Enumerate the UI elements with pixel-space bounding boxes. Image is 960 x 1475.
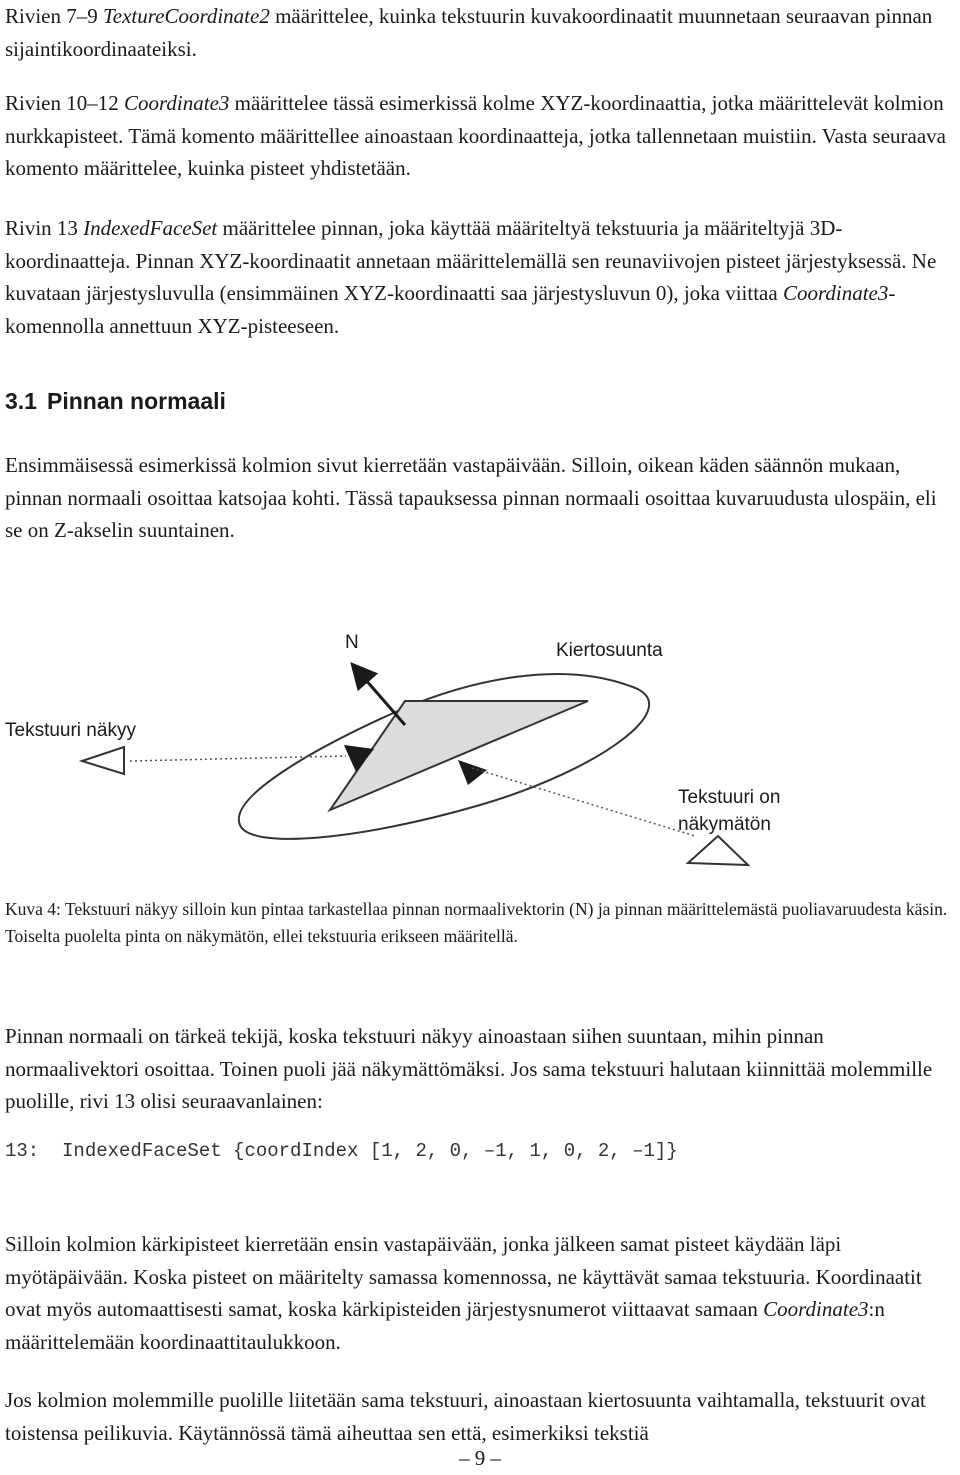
rotation-arrow-head <box>458 760 487 785</box>
sight-line-visible <box>130 756 346 761</box>
paragraph-normal-importance: Pinnan normaali on tärkeä tekijä, koska tekstuuri näkyy ainoastaan siihen suuntaan, mihin pinnan normaalivektori osoittaa. Toinen puoli jää näkymättömäksi. Jos sama tekstuuri halutaan kiinnittää molemmille puolille, rivi 13 olisi seuraavanlainen: <box>5 1024 933 1113</box>
invisible-label-line1: Tekstuuri on <box>678 787 781 808</box>
normal-label: N <box>345 632 359 653</box>
paragraph-vertex-order: Silloin kolmion kärkipisteet kierretään ensin vastapäivään, jonka jälkeen samat pisteet käydään läpi myötäpäivään. Koska pisteet on määritelty samassa komennossa, ne käyttävät samaa tekstuuria. Koordinaatit ovat myös automaattisesti samat, koska kärkipisteiden järjestysnumerot viittaavat samaan Coordinate3:n määrittelemään koordinaattitaulukkoon. <box>5 1232 922 1354</box>
normal-vector-arrow <box>352 664 405 725</box>
code-line: 13: IndexedFaceSet {coordIndex [1, 2, 0, –1, 1, 0, 2, –1]} <box>5 1140 678 1162</box>
surface-normal-figure <box>0 600 960 890</box>
invisible-label-line2: näkymätön <box>678 814 771 835</box>
viewer-eye-icon <box>82 747 124 774</box>
rotation-label: Kiertosuunta <box>556 640 663 661</box>
viewer-eye-icon <box>688 836 748 865</box>
figure-caption: Kuva 4: Tekstuuri näkyy silloin kun pintaa tarkastellaa pinnan normaalivektorin (N) ja pinnan määrittelemästä puoliavaruudesta käsin. Toiselta puolelta pinta on näkymätön, ellei tekstuuria erikseen määritellä. <box>5 899 948 946</box>
paragraph-coordinate3: Rivien 10–12 Coordinate3 määrittelee tässä esimerkissä kolme XYZ-koordinaattia, jotka määrittelevät kolmion nurkkapisteet. Tämä komento määrittellee ainoastaan koordinaatteja, jotka tallennetaan muistiin. Vasta seuraava komento määrittelee, kuinka pisteet yhdistetään. <box>5 91 946 180</box>
section-title: Pinnan normaali <box>46 388 226 414</box>
paragraph-indexed-face-set: Rivin 13 IndexedFaceSet määrittelee pinnan, joka käyttää määriteltyä tekstuuria ja määriteltyjä 3D-koordinaatteja. Pinnan XYZ-koordinaatit annetaan määrittelemällä sen reunaviivojen pisteet järjestyksessä. Ne kuvataan järjestysluvulla (ensimmäinen XYZ-koordinaatti saa järjestysluvun 0), joka viittaa Coordinate3-komennolla annettuun XYZ-pisteeseen. <box>5 216 937 338</box>
paragraph-normal-intro: Ensimmäisessä esimerkissä kolmion sivut kierretään vastapäivään. Silloin, oikean käden säännön mukaan, pinnan normaali osoittaa katsojaa kohti. Tässä tapauksessa pinnan normaali osoittaa kuvaruudusta ulospäin, eli se on Z-akselin suuntainen. <box>5 453 937 542</box>
visible-label: Tekstuuri näkyy <box>5 720 136 741</box>
page-number: – 9 – <box>459 1446 501 1470</box>
paragraph-mirror: Jos kolmion molemmille puolille liitetään sama tekstuuri, ainoastaan kiertosuunta vaihtamalla, tekstuurit ovat toistensa peilikuvia. Käytännössä tämä aiheuttaa sen että, esimerkiksi tekstiä <box>5 1388 926 1445</box>
section-heading <box>5 388 226 415</box>
sight-line-invisible <box>472 768 695 836</box>
paragraph-texture-coordinate: Rivien 7–9 TextureCoordinate2 määrittelee, kuinka tekstuurin kuvakoordinaatit muunnetaan seuraavan pinnan sijaintikoordinaateiksi. <box>5 4 933 61</box>
section-number: 3.1 <box>5 388 37 414</box>
